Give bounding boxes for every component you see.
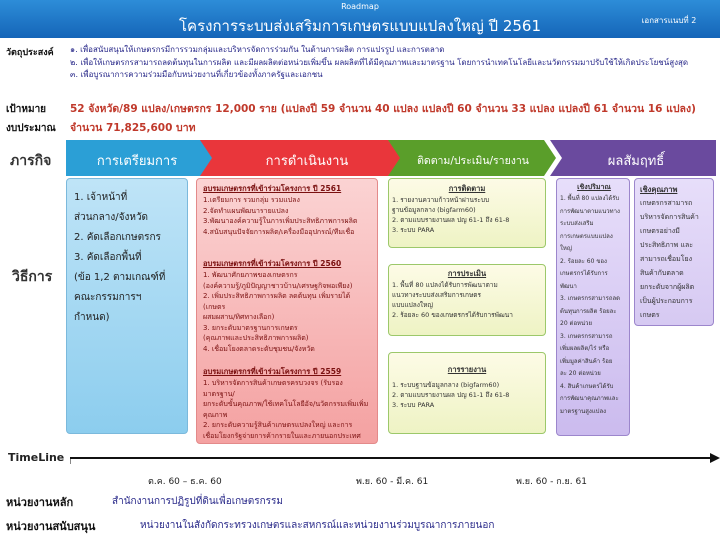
result-quant-item: มาตรฐานสูงแปลง (560, 407, 607, 415)
mission-label: ภารกิจ (10, 153, 52, 169)
ops-item: 3.พัฒนาองค์ความรู้ในการเพิ่มประสิทธิภาพการผลิต (203, 217, 358, 225)
monitor-item: แบบแปลงใหญ่ (392, 301, 433, 309)
monitor-item: 1. ระบบฐานข้อมูลกลาง (bigfarm60) (392, 381, 500, 389)
result-qual-item: สามารถเชื่อมโยง (640, 255, 692, 263)
monitor-section-title: การติดตาม (448, 184, 486, 193)
monitor-item: 3. ระบบ PARA (392, 401, 435, 409)
monitor-section-title: การรายงาน (447, 365, 487, 374)
method-label: วิธีการ (12, 269, 53, 285)
objective-item: ๒. เพื่อให้เกษตรกรสามารถลดต้นทุนในการผลิต และมีผลผลิตต่อหน่วยเพิ่มขึ้น ผลผลิตที่ได้มีคุณภาพและมาตรฐาน โดยการนำเทคโนโลยีและนวัตกรรมมาปรับใช้ให้เกิดประโยชน์สูงสุด (70, 57, 689, 67)
ops-item: 1. บริหารจัดการสินค้าเกษตรครบวงจร (รับรองมาตรฐาน/ (203, 379, 343, 398)
monitor-item: 3. ระบบ PARA (392, 226, 435, 234)
main-agency-label: หน่วยงานหลัก (6, 496, 74, 509)
result-quant (560, 182, 628, 418)
result-qual-title: เชิงคุณภาพ (640, 185, 678, 194)
ops-item: ผสมผสาน/ทิศทางเลือก) (203, 313, 275, 321)
result-quant-item: 3. เกษตรกรสามารถ (560, 332, 613, 340)
ops-item: (องค์ความรู้/ภูมิปัญญาชาวบ้าน/เศรษฐกิจพอเพียง) (203, 281, 353, 290)
ops-group-title: อบรมเกษตรกรที่เข้าร่วมโครงการ ปี 2561 (203, 184, 342, 193)
prep-list (74, 188, 186, 328)
ops-item: 4. เชื่อมโยงตลาดระดับชุมชน/จังหวัด (203, 344, 315, 353)
result-quant-item: พัฒนา (560, 282, 577, 290)
objectives-list (70, 44, 715, 82)
objective-item: ๑. เพื่อสนับสนุนให้เกษตรกรมีการรวมกลุ่มและบริหารจัดการร่วมกัน ในด้านการผลิต การแปรรูป และการตลาด (70, 45, 445, 54)
phase-label-result: ผลสัมฤทธิ์ (607, 154, 665, 169)
ops-item: 2. ยกระดับความรู้สินค้าเกษตรแปลงใหญ่ และการ (203, 421, 353, 429)
result-qual-item: เป็นผู้ประกอบการ (640, 297, 693, 305)
ops-item: เชื่อมโยงกรัฐจ่ายการค้ากรายในและภายนอกประเทศ (203, 431, 361, 440)
result-quant-item: 4. สินค้าเกษตรได้รับ (560, 382, 614, 390)
ops-item: 1. พัฒนาศักยภาพของเกษตรกร (203, 271, 298, 279)
result-quant-item: เกษตรกรได้รับการ (560, 270, 608, 277)
result-quant-list (560, 193, 628, 418)
ops-item: ยกระดับขั้นคุณภาพ/ใช้เทคโนโลยีอัจ/นวัตกรรมเพิ่มเพิ่ม (203, 400, 369, 408)
main-agency-value: สำนักงานการปฏิรูปที่ดินเพื่อเกษตรกรรม (112, 496, 284, 507)
monitor-section-title: การประเมิน (447, 269, 487, 278)
result-qual-item: เกษตร (640, 311, 660, 319)
result-qual-list (640, 196, 712, 322)
monitor-section (392, 183, 542, 235)
monitor-section (392, 268, 542, 320)
header-subtitle: Roadmap (341, 2, 379, 11)
result-qual (640, 184, 712, 322)
timeline-tick: พ.ย. 60 - ก.ย. 61 (516, 477, 587, 487)
result-qual-item: ยกระดับจากผู้ผลิต (640, 283, 695, 291)
objective-item: ๓. เพื่อบูรณาการความร่วมมือกับหน่วยงานที่เกี่ยวข้องทั้งภาครัฐและเอกชน (70, 70, 323, 79)
result-quant-item: ต้นทุนการผลิต ร้อยละ (560, 307, 617, 315)
result-quant-item: ใหญ่ (560, 245, 572, 252)
page-title: โครงการระบบส่งเสริมการเกษตรแบบแปลงใหญ่ ปี 2561 (179, 17, 541, 35)
ops-group-title: อบรมเกษตรกรที่เข้าร่วมโครงการ ปี 2560 (203, 259, 342, 268)
support-agency-label: หน่วยงานสนับสนุน (6, 520, 96, 533)
monitor-item: 2. ตามแบบรายงานผล ปญ 61-1 ถึง 61-8 (392, 391, 510, 399)
result-qual-item: บริหารจัดการสินค้า (640, 213, 699, 221)
monitor-item: ฐานข้อมูลกลาง (bigfarm60) (392, 206, 476, 214)
result-quant-item: การพัฒนาคุณภาพและ (560, 395, 619, 402)
document-label: เอกสารแนบที่ 2 (641, 16, 697, 25)
budget-text: จำนวน 71,825,600 บาท (70, 122, 196, 134)
prep-line: 3. คัดเลือกพื้นที่ (74, 252, 142, 263)
result-qual-item: เกษตรอย่างมี (640, 227, 680, 235)
result-quant-item: 2. ร้อยละ 60 ของ (560, 257, 607, 265)
phase-label-monitor: ติดตาม/ประเมิน/รายงาน (417, 155, 529, 167)
result-quant-item: 1. พื้นที่ 80 แปลงได้รับ (560, 195, 620, 202)
result-quant-item: เพิ่มผลผลิต/ไร่ หรือ (560, 345, 610, 352)
ops-item: (คุณภาพและประสิทธิภาพการผลิต) (203, 334, 309, 342)
ops-group-title: อบรมเกษตรกรที่เข้าร่วมโครงการ ปี 2559 (203, 367, 342, 376)
timeline-tick: ต.ค. 60 – ธ.ค. 60 (148, 477, 222, 487)
ops-group (203, 183, 373, 237)
result-quant-item: ละ 20 ต่อหน่วย (560, 370, 601, 377)
ops-item: คุณภาพ (203, 410, 228, 419)
phase-label-prep: การเตรียมการ (96, 154, 178, 169)
budget-label: งบประมาณ (6, 123, 56, 134)
phase-label-ops: การดำเนินงาน (265, 154, 349, 169)
prep-line: (ข้อ 1,2 ตามเกณฑ์ที่ (74, 272, 166, 283)
prep-line: 1. เจ้าหน้าที่ (74, 192, 128, 203)
result-qual-item: เกษตรกรสามารถ (640, 199, 693, 207)
ops-item: 2.จัดทำแผนพัฒนารายแปลง (203, 206, 289, 215)
result-qual-item: สินค้ากับตลาด (640, 269, 684, 277)
ops-item: 1.เตรียมการ รวมกลุ่ม รวมแปลง (203, 196, 300, 204)
target-text: 52 จังหวัด/89 แปลง/เกษตรกร 12,000 ราย (แปลงปี 59 จำนวน 40 แปลง แปลงปี 60 จำนวน 33 แปลง แปลงปี 61 จำนวน 16 แปลง) (70, 103, 696, 115)
ops-item: 2. เพิ่มประสิทธิภาพการผลิต ลดต้นทุน เพิ่มรายได้ (เกษตร (203, 292, 351, 311)
monitor-item: แนวทางระบบส่งเสริมการเกษตร (392, 291, 481, 299)
result-quant-item: ระบบส่งเสริม (560, 220, 594, 227)
timeline-tick: พ.ย. 60 - มี.ค. 61 (356, 477, 429, 487)
objectives-label: วัตถุประสงค์ (6, 48, 54, 58)
result-quant-item: 20 ต่อหน่วย (560, 320, 592, 327)
timeline-label: TimeLine (8, 451, 65, 464)
result-quant-item: เพิ่มมูลค่าสินค้า ร้อย (560, 357, 613, 365)
prep-line: 2. คัดเลือกเกษตรกร (74, 232, 161, 243)
prep-line: คณะกรรมการฯ (74, 292, 142, 303)
monitor-item: 2. ตามแบบรายงานผล ปญ 61-1 ถึง 61-8 (392, 216, 510, 224)
ops-item: 4.สนับสนุนปัจจัยการผลิต/เครื่องมืออุปกรณ์/ทีมเชื่อ (203, 227, 355, 236)
prep-line: กำหนด) (74, 312, 110, 323)
monitor-item: 1. พื้นที่ 80 แปลงได้รับการพัฒนาตาม (392, 281, 498, 289)
ops-item: 3. ยกระดับมาตรฐานการเกษตร (203, 323, 298, 332)
result-quant-item: 3. เกษตรกรสามารถลด (560, 295, 621, 302)
prep-line: ส่วนกลาง/จังหวัด (74, 212, 149, 223)
monitor-item: 1. รายงานความก้าวหน้าผ่านระบบ (392, 196, 490, 204)
ops-group (203, 258, 373, 354)
timeline-bar (70, 448, 720, 470)
ops-group (203, 366, 373, 441)
target-label: เป้าหมาย (6, 104, 47, 115)
result-quant-item: การพัฒนาตามแนวทาง (560, 207, 620, 215)
result-quant-item: การเกษตรแบบแปลง (560, 232, 613, 240)
monitor-item: 2. ร้อยละ 60 ของเกษตรกรได้รับการพัฒนา (392, 311, 513, 319)
result-qual-item: ประสิทธิภาพ และ (640, 241, 694, 249)
monitor-section (392, 364, 542, 410)
support-agency-value: หน่วยงานในสังกัดกระทรวงเกษตรและสหกรณ์และหน่วยงานร่วมบูรณาการภายนอก (140, 520, 495, 531)
result-quant-title: เชิงปริมาณ (577, 183, 611, 191)
